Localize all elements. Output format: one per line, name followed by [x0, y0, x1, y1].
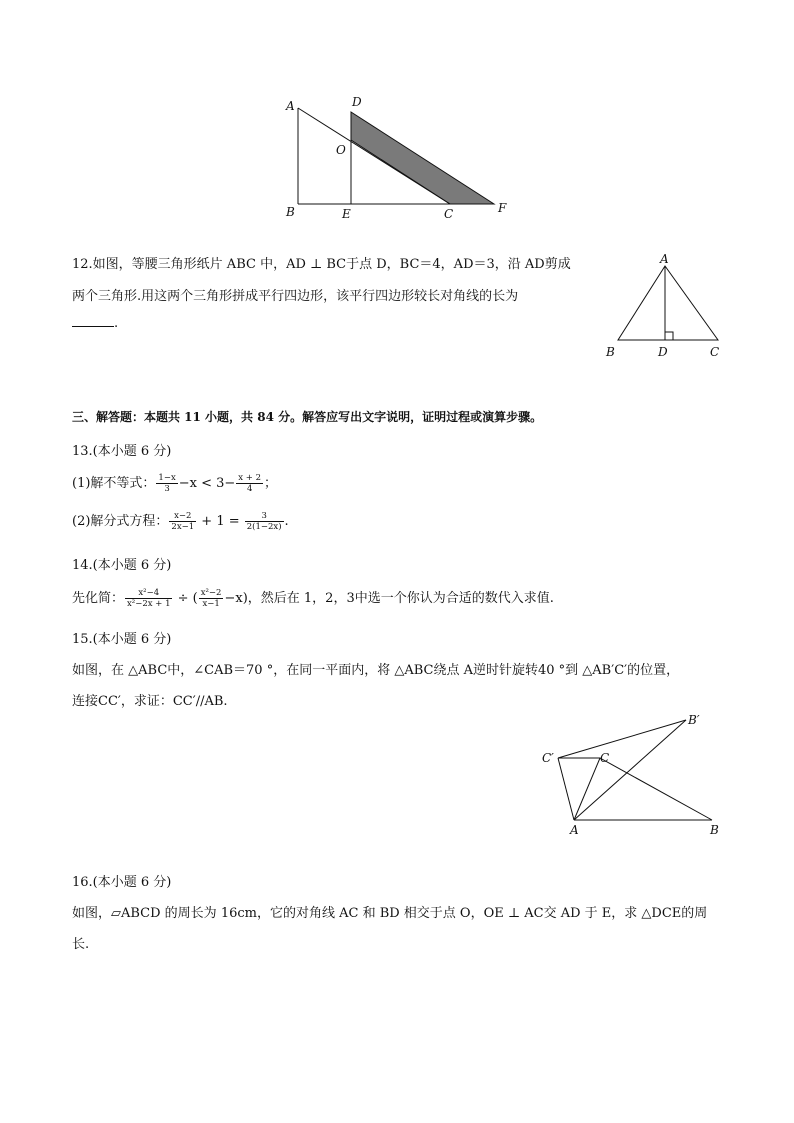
label-F: F: [498, 201, 507, 215]
q13-title: 13.(本小题 6 分): [72, 444, 172, 459]
q12-line2: 两个三角形.用这两个三角形拼成平行四边形，该平行四边形较长对角线的长为: [72, 289, 519, 304]
fraction: $\frac{\text{x²−4}}{\text{x²−2x + 1}}$: [127, 588, 171, 609]
shaded-region: [351, 112, 494, 204]
q13-part2: (2)解分式方程： $\frac{x-2}{2x-1}$ + 1 = $\frac{3}{2(1-2x)}$ .: [72, 511, 289, 532]
label-O: O: [336, 143, 346, 157]
q15-line1: 如图，在 △ABC中，∠CAB＝70 °，在同一平面内，将 △ABC绕点 A逆时针旋转40 °到 △AB′C′的位置，: [72, 663, 680, 678]
q15-line2: 连接CC′，求证：CC′//AB.: [72, 694, 228, 709]
section3-heading: 三、解答题：本题共 11 小题，共 84 分。解答应写出文字说明，证明过程或演算步骤。: [72, 410, 543, 424]
q16-title: 16.(本小题 6 分): [72, 875, 172, 890]
label-C: C: [444, 207, 454, 221]
q16-line1: 如图，▱ABCD 的周长为 16cm，它的对角线 AC 和 BD 相交于点 O，OE ⊥ AC交 AD 于 E，求 △DCE的周: [72, 906, 708, 921]
q14-body: 先化简： $\frac{\text{x²−4}}{\text{x²−2x + 1}}$ ÷ ( $\frac{\text{x²−2}}{x-1}$ −x)，然后在 1，2，3中选一个你认为合适的数代入求值.: [72, 588, 554, 609]
fraction: $\frac{x + 2}{4}$: [238, 473, 262, 494]
label-E: E: [342, 207, 351, 221]
label-C: C: [710, 345, 720, 359]
q13-part1: (1)解不等式： $\frac{1-x}{3}$ −x < 3− $\frac{x + 2}{4}$ ；: [72, 473, 278, 494]
label-D: D: [658, 345, 668, 359]
q14-title: 14.(本小题 6 分): [72, 558, 172, 573]
fraction: $\frac{3}{2(1-2x)}$: [246, 511, 282, 532]
figure-isosceles-triangle: [600, 250, 730, 362]
figure-triangle-shaded: [280, 92, 520, 224]
label-B: B: [286, 205, 295, 219]
q15-title: 15.(本小题 6 分): [72, 632, 172, 647]
fraction: $\frac{x-2}{2x-1}$: [171, 511, 195, 532]
q12-line1: 12.如图，等腰三角形纸片 ABC 中，AD ⊥ BC于点 D，BC＝4，AD＝3，沿 AD剪成: [72, 257, 571, 272]
label-B: B: [710, 823, 719, 837]
fraction: $\frac{\text{x²−2}}{x-1}$: [200, 588, 222, 609]
label-A: A: [286, 99, 295, 113]
label-A: A: [570, 823, 579, 837]
label-A: A: [660, 252, 669, 266]
figure-rotation: [536, 710, 736, 844]
label-C-prime: C′: [542, 751, 554, 765]
label-D: D: [352, 95, 362, 109]
answer-blank: [72, 316, 114, 327]
q12-answer: .: [72, 316, 118, 331]
label-B-prime: B′: [688, 713, 700, 727]
q16-line2: 长.: [72, 937, 90, 952]
label-C: C: [600, 751, 610, 765]
fraction: $\frac{1-x}{3}$: [158, 473, 176, 494]
label-B: B: [606, 345, 615, 359]
